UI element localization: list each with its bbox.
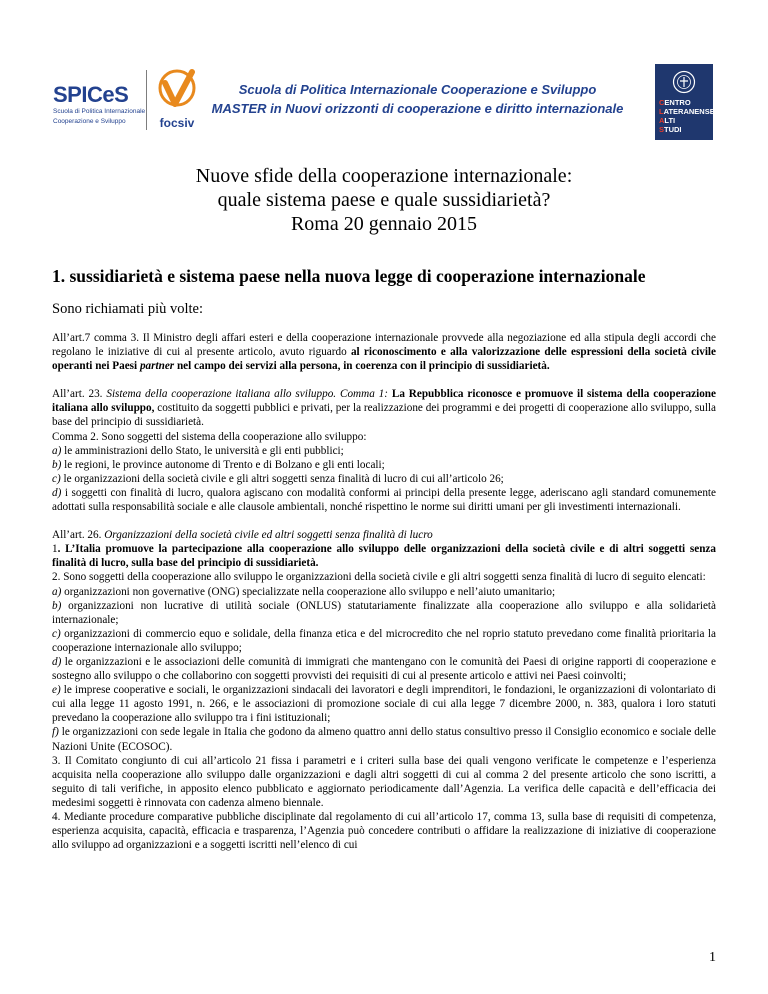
centro-lateranense-wordmark <box>659 98 715 134</box>
spices-logo-subtitle-2: Cooperazione e Sviluppo <box>53 117 126 125</box>
art7-paragraph: All’art.7 comma 3. Il Ministro degli affari esteri e della cooperazione internazionale provvede alla negoziazione ed alla stipula degli accordi che regolano le iniziative di cui al presente articolo, avuto riguardo al riconoscimento e alla valorizzazione delle espressioni della società civile operanti nei Paesi partner nel campo dei servizi alla persona, in coerenza con il principio di sussidiarietà. <box>52 332 717 373</box>
school-name: Scuola di Politica Internazionale Cooperazione e Sviluppo <box>238 82 597 97</box>
list-item: c) le organizzazioni della società civile e gli altri soggetti senza finalità di lucro di cui all’articolo 26; <box>52 472 504 485</box>
art23-comma2: Comma 2. Sono soggetti del sistema della cooperazione allo sviluppo: <box>52 430 367 443</box>
list-item: b) organizzazioni non lucrative di utilità sociale (ONLUS) statutariamente finalizzate alla cooperazione allo sviluppo e alla solidarietà internazionale; <box>52 599 716 626</box>
document-body <box>52 331 716 852</box>
section-heading: 1. sussidiarietà e sistema paese nella nuova legge di cooperazione internazionale <box>52 266 646 286</box>
spices-logo-subtitle-1: Scuola di Politica Internazionale <box>53 108 146 115</box>
crest-icon <box>672 70 696 94</box>
list-item: f) le organizzazioni con sede legale in Italia che godono da almeno quattro anni dello status consultivo presso il Consiglio economico e sociale delle Nazioni Unite (ECOSOC). <box>52 726 716 753</box>
wordmark-line: ALTI <box>659 116 676 125</box>
list-item: a) le amministrazioni dello Stato, le università e gli enti pubblici; <box>52 444 344 457</box>
art26-heading: All’art. 26. Organizzazioni della società civile ed altri soggetti senza finalità di lucro <box>52 529 433 542</box>
list-item: a) organizzazioni non governative (ONG) specializzate nella cooperazione allo sviluppo e nell’aiuto umanitario; <box>52 585 556 598</box>
art26-comma2: 2. Sono soggetti della cooperazione allo sviluppo le organizzazioni della società civile e gli altri soggetti senza finalità di lucro di seguito elencati: <box>52 571 706 584</box>
title-line-2: quale sistema paese e quale sussidiarietà? <box>217 189 551 211</box>
list-item: c) organizzazioni di commercio equo e solidale, della finanza etica e del microcredito che nel roprio statuto prevedano come finalità prioritaria la cooperazione internazionale allo sviluppo; <box>52 627 716 654</box>
page-number: 1 <box>709 950 716 965</box>
focsiv-logo <box>152 68 202 134</box>
wordmark-line: CENTRO <box>659 98 691 107</box>
art26-comma1: 1. L’Italia promuove la partecipazione alla cooperazione allo sviluppo delle organizzazioni della società civile e di altri soggetti senza finalità di lucro, sulla base del principio di sussidiarietà. <box>52 543 716 570</box>
section-intro: Sono richiamati più volte: <box>52 301 204 317</box>
list-item: d) i soggetti con finalità di lucro, qualora agiscano con modalità conformi ai principi della presente legge, aderiscano agli standard comunemente adottati sulla responsabilità sociale e alle clausole ambientali, nonché rispettino le norme sui diritti umani per gli investimenti internazionali. <box>52 486 716 514</box>
list-item: e) le imprese cooperative e sociali, le organizzazioni sindacali dei lavoratori e degli imprenditori, le fondazioni, le organizzazioni di volontariato di cui alla legge 11 agosto 1991, n. 266, e le associazioni di promozione sociale di cui alla legge 7 dicembre 2000, n. 383, qualora i loro statuti prevedano la cooperazione allo sviluppo tra i fini istituzionali; <box>52 684 716 725</box>
title-line-3: Roma 20 gennaio 2015 <box>290 213 478 235</box>
wordmark-line: LATERANENSE <box>659 107 715 116</box>
art26-comma3: 3. Il Comitato congiunto di cui all’articolo 21 fissa i parametri e i criteri sulla base dei quali vengono verificate le competenze e l’esperienza acquisita nella cooperazione allo sviluppo dalle organizzazioni e dagli altri soggetti di cui al comma 2 del presente articolo che sono iscritti, a seguito di tali verifiche, in apposito elenco pubblicato e aggiornato periodicamente dall’Agenzia. La verifica delle capacità e dell’efficacia dei medesimi soggetti è rinnovata con cadenza almeno biennale. <box>52 754 716 809</box>
list-item: b) le regioni, le province autonome di Trento e di Bolzano e gli enti locali; <box>52 458 385 471</box>
art26-comma4: 4. Mediante procedure comparative pubbliche disciplinate dal regolamento di cui all’articolo 17, comma 13, sulla base di requisiti di competenza, esperienza acquisita, capacità, efficacia e trasparenza, l’Agenzia può concedere contributi o affidare la realizzazione di iniziative di cooperazione allo sviluppo ad organizzazioni e a soggetti iscritti nell’elenco di cui <box>52 811 716 852</box>
letterhead-titles <box>205 80 630 118</box>
spices-logo <box>53 82 146 128</box>
focsiv-check-icon <box>152 68 202 116</box>
centro-lateranense-logo <box>655 64 713 140</box>
master-name: MASTER in Nuovi orizzonti di cooperazione e diritto internazionale <box>211 101 624 116</box>
art23-paragraph: All’art. 23. Sistema della cooperazione italiana allo sviluppo. Comma 1: La Repubblica riconosce e promuove il sistema della cooperazione italiana allo sviluppo, costituito da soggetti pubblici e privati, per la realizzazione dei programmi e dei progetti di cooperazione allo sviluppo, sulla base del principio di sussidiarietà. <box>52 388 716 429</box>
letterhead <box>0 62 768 142</box>
list-item: d) le organizzazioni e le associazioni delle comunità di immigrati che mantengano con le comunità dei Paesi di origine rapporti di cooperazione e sostegno allo sviluppo o che collaborino con soggetti provvisti dei requisiti di cui al presente articolo e attivi nei Paesi coinvolti; <box>52 655 716 683</box>
spices-logo-text: SPICeS <box>53 82 129 107</box>
document-title <box>0 164 768 236</box>
wordmark-line: STUDI <box>659 125 682 134</box>
title-line-1: Nuove sfide della cooperazione internazionale: <box>195 165 573 187</box>
focsiv-logo-text: focsiv <box>159 116 195 130</box>
logo-divider <box>146 70 147 130</box>
